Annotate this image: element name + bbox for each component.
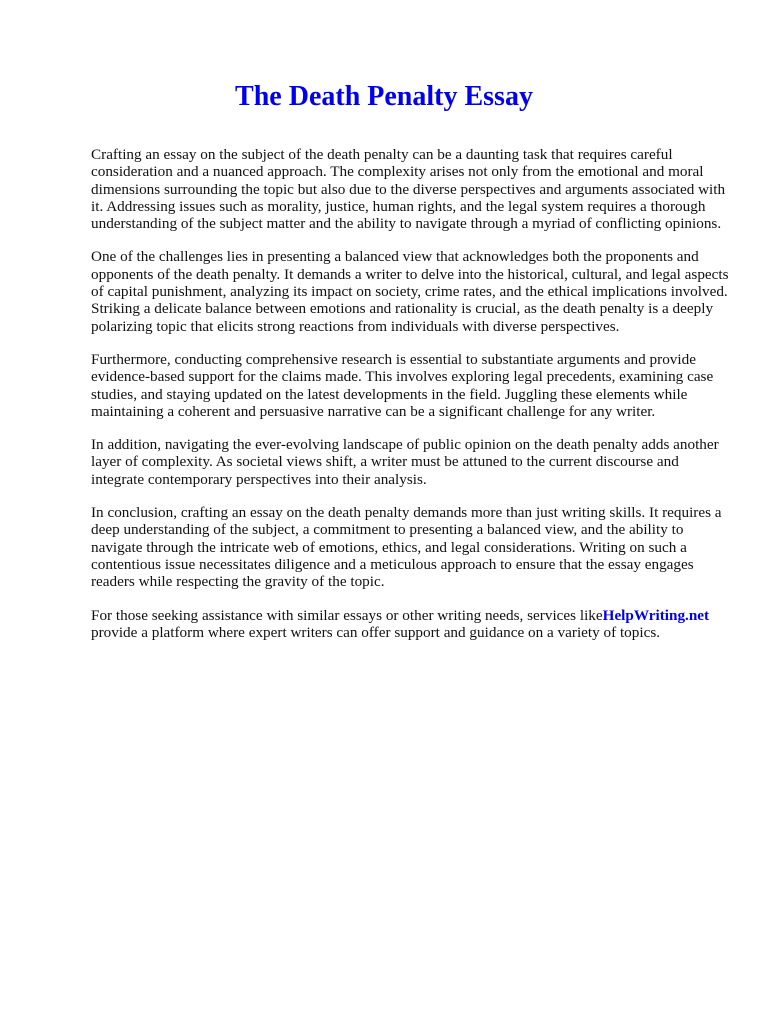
- paragraph-6: [91, 607, 731, 642]
- paragraph-3: Furthermore, conducting comprehensive research is essential to substantiate arguments and provide evidence-based support for the claims made. This involves exploring legal precedents, examining case studies, and staying updated on the latest developments in the field. Juggling these elements while maintaining a coherent and persuasive narrative can be a significant challenge for any writer.: [91, 350, 714, 420]
- helpwriting-link[interactable]: HelpWriting.net: [602, 606, 710, 624]
- paragraph-6-tail: provide a platform where expert writers can offer support and guidance on a variety of topics.: [91, 623, 661, 641]
- paragraph-5: In conclusion, crafting an essay on the death penalty demands more than just writing skills. It requires a deep understanding of the subject, a commitment to presenting a balanced view, and the ability to navigate through the intricate web of emotions, ethics, and legal considerations. Writing on such a contentious issue necessitates diligence and a meticulous approach to ensure that the essay engages readers while respecting the gravity of the topic.: [91, 504, 722, 591]
- paragraph-6-lead: For those seeking assistance with similar essays or other writing needs, services like: [91, 606, 603, 624]
- essay-body: [91, 146, 731, 657]
- page-title: The Death Penalty Essay: [235, 81, 533, 112]
- paragraph-4: In addition, navigating the ever-evolving landscape of public opinion on the death penalty adds another layer of complexity. As societal views shift, a writer must be attuned to the current discourse and integrate contemporary perspectives into their analysis.: [91, 436, 719, 488]
- paragraph-2: One of the challenges lies in presenting a balanced view that acknowledges both the proponents and opponents of the death penalty. It demands a writer to delve into the historical, cultural, and legal aspects of capital punishment, analyzing its impact on society, crime rates, and the ethical implications involved. Striking a delicate balance between emotions and rationality is crucial, as the death penalty is a deeply polarizing topic that elicits strong reactions from individuals with diverse perspectives.: [91, 248, 729, 335]
- paragraph-1: Crafting an essay on the subject of the death penalty can be a daunting task that requires careful consideration and a nuanced approach. The complexity arises not only from the emotional and moral dimensions surrounding the topic but also due to the diverse perspectives and arguments associated with it. Addressing issues such as morality, justice, human rights, and the legal system requires a thorough understanding of the subject matter and the ability to navigate through a myriad of conflicting opinions.: [91, 146, 726, 233]
